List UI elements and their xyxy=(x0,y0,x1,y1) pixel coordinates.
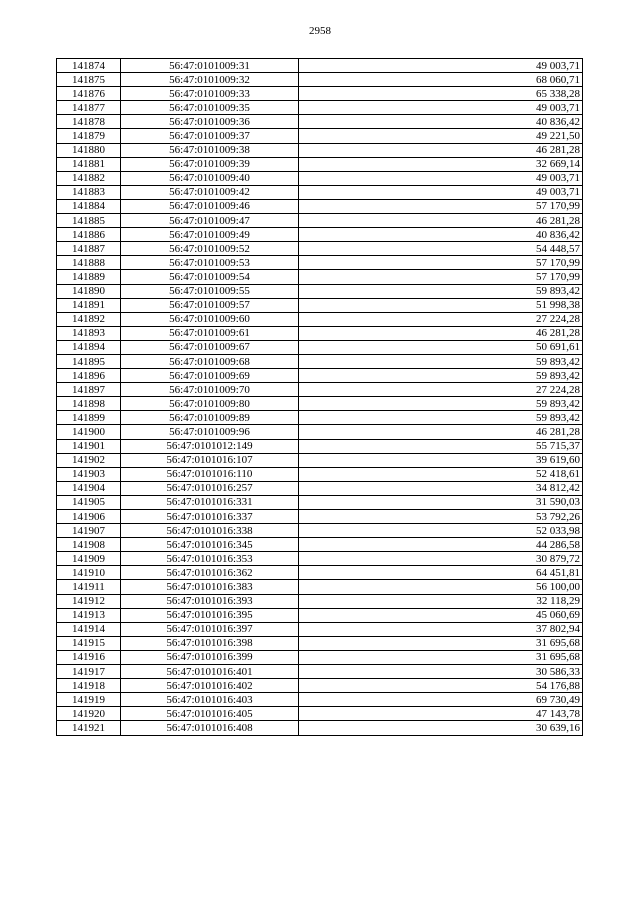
record-number-cell: 141884 xyxy=(57,199,121,213)
cadastral-number-cell: 56:47:0101016:337 xyxy=(121,510,299,524)
cadastral-number-cell: 56:47:0101009:38 xyxy=(121,143,299,157)
table-row xyxy=(57,566,583,580)
table-row xyxy=(57,665,583,679)
cadastral-value-cell: 57 170,99 xyxy=(299,256,583,270)
cadastral-value-cell: 56 100,00 xyxy=(299,580,583,594)
cadastral-value-cell: 52 418,61 xyxy=(299,467,583,481)
record-number-cell: 141876 xyxy=(57,87,121,101)
record-number-cell: 141909 xyxy=(57,552,121,566)
cadastral-value-cell: 57 170,99 xyxy=(299,199,583,213)
table-row xyxy=(57,326,583,340)
cadastral-number-cell: 56:47:0101016:362 xyxy=(121,566,299,580)
table-row xyxy=(57,340,583,354)
table-row xyxy=(57,679,583,693)
cadastral-value-cell: 50 691,61 xyxy=(299,340,583,354)
cadastral-number-cell: 56:47:0101009:96 xyxy=(121,425,299,439)
table-row xyxy=(57,383,583,397)
cadastral-value-cell: 32 669,14 xyxy=(299,157,583,171)
cadastral-number-cell: 56:47:0101009:37 xyxy=(121,129,299,143)
cadastral-value-cell: 59 893,42 xyxy=(299,411,583,425)
record-number-cell: 141904 xyxy=(57,481,121,495)
table-row xyxy=(57,425,583,439)
table-row xyxy=(57,552,583,566)
cadastral-value-cell: 46 281,28 xyxy=(299,326,583,340)
cadastral-value-cell: 44 286,58 xyxy=(299,538,583,552)
cadastral-value-cell: 59 893,42 xyxy=(299,369,583,383)
cadastral-number-cell: 56:47:0101009:54 xyxy=(121,270,299,284)
cadastral-number-cell: 56:47:0101016:403 xyxy=(121,693,299,707)
cadastral-value-cell: 49 003,71 xyxy=(299,101,583,115)
table-row xyxy=(57,312,583,326)
cadastral-value-cell: 51 998,38 xyxy=(299,298,583,312)
table-row xyxy=(57,594,583,608)
table-row xyxy=(57,397,583,411)
cadastral-value-cell: 34 812,42 xyxy=(299,481,583,495)
table-row xyxy=(57,256,583,270)
record-number-cell: 141907 xyxy=(57,524,121,538)
record-number-cell: 141919 xyxy=(57,693,121,707)
table-row xyxy=(57,467,583,481)
cadastral-value-cell: 31 695,68 xyxy=(299,650,583,664)
cadastral-value-cell: 27 224,28 xyxy=(299,312,583,326)
table-row xyxy=(57,270,583,284)
cadastral-value-cell: 39 619,60 xyxy=(299,453,583,467)
cadastral-number-cell: 56:47:0101009:67 xyxy=(121,340,299,354)
table-row xyxy=(57,580,583,594)
cadastral-number-cell: 56:47:0101016:383 xyxy=(121,580,299,594)
cadastral-number-cell: 56:47:0101009:31 xyxy=(121,59,299,73)
cadastral-number-cell: 56:47:0101009:52 xyxy=(121,242,299,256)
table-row xyxy=(57,115,583,129)
record-number-cell: 141874 xyxy=(57,59,121,73)
table-row xyxy=(57,369,583,383)
record-number-cell: 141908 xyxy=(57,538,121,552)
cadastral-value-cell: 59 893,42 xyxy=(299,284,583,298)
record-number-cell: 141899 xyxy=(57,411,121,425)
record-number-cell: 141878 xyxy=(57,115,121,129)
cadastral-value-cell: 59 893,42 xyxy=(299,397,583,411)
table-row xyxy=(57,721,583,735)
table-row xyxy=(57,608,583,622)
cadastral-value-cell: 31 590,03 xyxy=(299,495,583,509)
registry-table xyxy=(56,58,583,736)
cadastral-number-cell: 56:47:0101016:408 xyxy=(121,721,299,735)
cadastral-value-cell: 65 338,28 xyxy=(299,87,583,101)
record-number-cell: 141879 xyxy=(57,129,121,143)
cadastral-value-cell: 49 221,50 xyxy=(299,129,583,143)
cadastral-value-cell: 45 060,69 xyxy=(299,608,583,622)
cadastral-value-cell: 40 836,42 xyxy=(299,228,583,242)
record-number-cell: 141918 xyxy=(57,679,121,693)
cadastral-value-cell: 64 451,81 xyxy=(299,566,583,580)
cadastral-number-cell: 56:47:0101016:401 xyxy=(121,665,299,679)
cadastral-value-cell: 27 224,28 xyxy=(299,383,583,397)
cadastral-value-cell: 68 060,71 xyxy=(299,73,583,87)
cadastral-number-cell: 56:47:0101009:35 xyxy=(121,101,299,115)
cadastral-number-cell: 56:47:0101009:53 xyxy=(121,256,299,270)
record-number-cell: 141916 xyxy=(57,650,121,664)
cadastral-value-cell: 30 586,33 xyxy=(299,665,583,679)
table-row xyxy=(57,439,583,453)
cadastral-number-cell: 56:47:0101016:399 xyxy=(121,650,299,664)
record-number-cell: 141897 xyxy=(57,383,121,397)
table-row xyxy=(57,185,583,199)
cadastral-number-cell: 56:47:0101009:40 xyxy=(121,171,299,185)
cadastral-value-cell: 54 448,57 xyxy=(299,242,583,256)
cadastral-value-cell: 40 836,42 xyxy=(299,115,583,129)
cadastral-number-cell: 56:47:0101016:393 xyxy=(121,594,299,608)
table-row xyxy=(57,495,583,509)
cadastral-value-cell: 55 715,37 xyxy=(299,439,583,453)
record-number-cell: 141910 xyxy=(57,566,121,580)
cadastral-value-cell: 69 730,49 xyxy=(299,693,583,707)
record-number-cell: 141914 xyxy=(57,622,121,636)
record-number-cell: 141913 xyxy=(57,608,121,622)
table-row xyxy=(57,73,583,87)
table-row xyxy=(57,354,583,368)
table-row xyxy=(57,101,583,115)
record-number-cell: 141895 xyxy=(57,354,121,368)
record-number-cell: 141881 xyxy=(57,157,121,171)
record-number-cell: 141882 xyxy=(57,171,121,185)
record-number-cell: 141917 xyxy=(57,665,121,679)
cadastral-value-cell: 30 879,72 xyxy=(299,552,583,566)
record-number-cell: 141915 xyxy=(57,636,121,650)
table-row xyxy=(57,650,583,664)
table-row xyxy=(57,524,583,538)
record-number-cell: 141892 xyxy=(57,312,121,326)
record-number-cell: 141877 xyxy=(57,101,121,115)
cadastral-number-cell: 56:47:0101016:257 xyxy=(121,481,299,495)
table-row xyxy=(57,510,583,524)
cadastral-number-cell: 56:47:0101016:395 xyxy=(121,608,299,622)
record-number-cell: 141893 xyxy=(57,326,121,340)
record-number-cell: 141889 xyxy=(57,270,121,284)
record-number-cell: 141886 xyxy=(57,228,121,242)
cadastral-value-cell: 46 281,28 xyxy=(299,214,583,228)
cadastral-number-cell: 56:47:0101009:61 xyxy=(121,326,299,340)
cadastral-number-cell: 56:47:0101009:39 xyxy=(121,157,299,171)
table-row xyxy=(57,411,583,425)
cadastral-number-cell: 56:47:0101016:405 xyxy=(121,707,299,721)
table-row xyxy=(57,242,583,256)
table-row xyxy=(57,707,583,721)
cadastral-value-cell: 54 176,88 xyxy=(299,679,583,693)
cadastral-number-cell: 56:47:0101009:42 xyxy=(121,185,299,199)
record-number-cell: 141906 xyxy=(57,510,121,524)
table-row xyxy=(57,129,583,143)
table-row xyxy=(57,284,583,298)
cadastral-number-cell: 56:47:0101009:55 xyxy=(121,284,299,298)
cadastral-number-cell: 56:47:0101009:69 xyxy=(121,369,299,383)
record-number-cell: 141894 xyxy=(57,340,121,354)
record-number-cell: 141903 xyxy=(57,467,121,481)
cadastral-number-cell: 56:47:0101009:70 xyxy=(121,383,299,397)
cadastral-number-cell: 56:47:0101012:149 xyxy=(121,439,299,453)
record-number-cell: 141885 xyxy=(57,214,121,228)
table-row xyxy=(57,538,583,552)
record-number-cell: 141920 xyxy=(57,707,121,721)
cadastral-value-cell: 46 281,28 xyxy=(299,425,583,439)
cadastral-number-cell: 56:47:0101009:68 xyxy=(121,354,299,368)
table-row xyxy=(57,143,583,157)
record-number-cell: 141887 xyxy=(57,242,121,256)
cadastral-number-cell: 56:47:0101009:57 xyxy=(121,298,299,312)
table-row xyxy=(57,453,583,467)
cadastral-value-cell: 52 033,98 xyxy=(299,524,583,538)
table-row xyxy=(57,481,583,495)
cadastral-number-cell: 56:47:0101009:36 xyxy=(121,115,299,129)
cadastral-value-cell: 57 170,99 xyxy=(299,270,583,284)
cadastral-value-cell: 32 118,29 xyxy=(299,594,583,608)
cadastral-number-cell: 56:47:0101009:49 xyxy=(121,228,299,242)
record-number-cell: 141912 xyxy=(57,594,121,608)
record-number-cell: 141883 xyxy=(57,185,121,199)
cadastral-number-cell: 56:47:0101009:32 xyxy=(121,73,299,87)
record-number-cell: 141905 xyxy=(57,495,121,509)
record-number-cell: 141900 xyxy=(57,425,121,439)
record-number-cell: 141891 xyxy=(57,298,121,312)
cadastral-value-cell: 30 639,16 xyxy=(299,721,583,735)
record-number-cell: 141875 xyxy=(57,73,121,87)
cadastral-number-cell: 56:47:0101016:345 xyxy=(121,538,299,552)
cadastral-value-cell: 49 003,71 xyxy=(299,171,583,185)
registry-table-body xyxy=(57,59,583,736)
record-number-cell: 141901 xyxy=(57,439,121,453)
cadastral-number-cell: 56:47:0101016:402 xyxy=(121,679,299,693)
cadastral-number-cell: 56:47:0101016:397 xyxy=(121,622,299,636)
table-row xyxy=(57,199,583,213)
record-number-cell: 141896 xyxy=(57,369,121,383)
cadastral-value-cell: 49 003,71 xyxy=(299,59,583,73)
page-number: 2958 xyxy=(309,25,331,37)
cadastral-value-cell: 49 003,71 xyxy=(299,185,583,199)
record-number-cell: 141911 xyxy=(57,580,121,594)
table-row xyxy=(57,87,583,101)
cadastral-number-cell: 56:47:0101009:33 xyxy=(121,87,299,101)
cadastral-value-cell: 46 281,28 xyxy=(299,143,583,157)
table-row xyxy=(57,171,583,185)
cadastral-value-cell: 31 695,68 xyxy=(299,636,583,650)
cadastral-value-cell: 59 893,42 xyxy=(299,354,583,368)
cadastral-number-cell: 56:47:0101016:331 xyxy=(121,495,299,509)
table-row xyxy=(57,636,583,650)
cadastral-value-cell: 47 143,78 xyxy=(299,707,583,721)
table-row xyxy=(57,214,583,228)
table-row xyxy=(57,693,583,707)
cadastral-value-cell: 37 802,94 xyxy=(299,622,583,636)
cadastral-number-cell: 56:47:0101009:60 xyxy=(121,312,299,326)
cadastral-number-cell: 56:47:0101016:398 xyxy=(121,636,299,650)
record-number-cell: 141898 xyxy=(57,397,121,411)
table-row xyxy=(57,59,583,73)
table-row xyxy=(57,157,583,171)
record-number-cell: 141880 xyxy=(57,143,121,157)
cadastral-number-cell: 56:47:0101016:338 xyxy=(121,524,299,538)
cadastral-number-cell: 56:47:0101009:47 xyxy=(121,214,299,228)
table-row xyxy=(57,228,583,242)
table-row xyxy=(57,298,583,312)
record-number-cell: 141888 xyxy=(57,256,121,270)
cadastral-number-cell: 56:47:0101016:353 xyxy=(121,552,299,566)
cadastral-number-cell: 56:47:0101009:80 xyxy=(121,397,299,411)
cadastral-value-cell: 53 792,26 xyxy=(299,510,583,524)
cadastral-number-cell: 56:47:0101009:46 xyxy=(121,199,299,213)
record-number-cell: 141902 xyxy=(57,453,121,467)
cadastral-number-cell: 56:47:0101009:89 xyxy=(121,411,299,425)
table-row xyxy=(57,622,583,636)
record-number-cell: 141921 xyxy=(57,721,121,735)
cadastral-number-cell: 56:47:0101016:110 xyxy=(121,467,299,481)
cadastral-number-cell: 56:47:0101016:107 xyxy=(121,453,299,467)
record-number-cell: 141890 xyxy=(57,284,121,298)
